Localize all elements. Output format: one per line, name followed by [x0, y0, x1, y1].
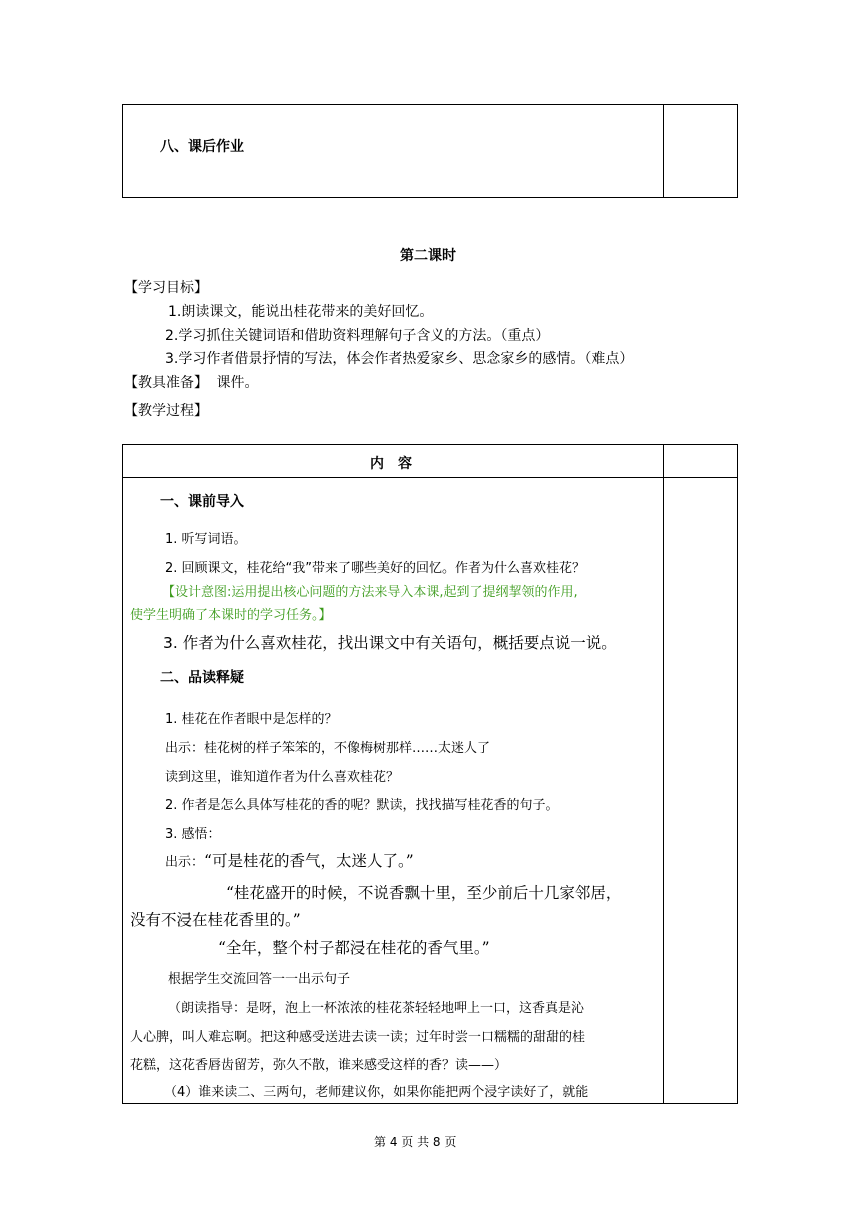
guide-line-4: （4）谁来读二、三两句，老师建议你，如果你能把两个浸字读好了，就能 [164, 1085, 589, 1100]
quote-1: “可是桂花的香气，太迷人了。” [204, 852, 414, 870]
intro-item-3: 3. 作者为什么喜欢桂花，找出课文中有关语句，概括要点说一说。 [163, 634, 617, 652]
prep-line [124, 372, 258, 392]
prep-label: 【教具准备】 [124, 375, 208, 391]
content-header: 内 容 [370, 456, 412, 472]
goal-1: 1.朗读课文，能说出桂花带来的美好回忆。 [168, 304, 434, 320]
design-note-line-1: 【设计意图:运用提出核心问题的方法来导入本课,起到了提纲挈领的作用, [162, 585, 578, 600]
content-table-divider [663, 444, 664, 1104]
section-intro-heading: 一、课前导入 [160, 494, 244, 510]
guide-line-2: 人心脾，叫人难忘啊。把这种感受送进去读一读；过年时尝一口糯糯的甜甜的桂 [130, 1030, 586, 1045]
page-footer: 第 4 页 共 8 页 [374, 1135, 457, 1149]
prep-value: 课件。 [216, 375, 259, 391]
goal-2: 2.学习抓住关键词语和借助资料理解句子含义的方法。（重点） [165, 328, 550, 344]
quote-2-line-2: 没有不浸在桂花香里的。” [130, 911, 301, 929]
answer-line: 根据学生交流回答一一出示句子 [168, 972, 351, 987]
reading-line-4: 2. 作者是怎么具体写桂花的香的呢？默读，找找描写桂花香的句子。 [165, 798, 559, 813]
lesson-title: 第二课时 [400, 248, 456, 264]
quote-1-line [165, 849, 414, 871]
quote-2-line-1: “桂花盛开的时候，不说香飘十里，至少前后十几家邻居， [226, 884, 622, 902]
goal-3: 3.学习作者借景抒情的写法，体会作者热爱家乡、思念家乡的感情。（难点） [165, 351, 634, 367]
intro-item-1: 1. 听写词语。 [165, 532, 247, 547]
homework-table-divider [663, 104, 664, 198]
intro-item-2: 2. 回顾课文，桂花给“我”带来了哪些美好的回忆。作者为什么喜欢桂花？ [165, 561, 586, 576]
section-reading-heading: 二、品读释疑 [160, 670, 244, 686]
process-label: 【教学过程】 [124, 403, 208, 419]
reading-line-2: 出示：桂花树的样子笨笨的，不像梅树那样……太迷人了 [165, 741, 491, 756]
guide-line-1: （朗读指导：是呀，泡上一杯浓浓的桂花茶轻轻地呷上一口，这香真是沁 [168, 1001, 585, 1016]
design-note-line-2: 使学生明确了本课时的学习任务。】 [130, 608, 332, 623]
reading-line-3: 读到这里，谁知道作者为什么喜欢桂花？ [165, 770, 400, 785]
quote-1-prefix: 出示： [165, 855, 205, 870]
reading-line-5: 3. 感悟： [165, 827, 221, 842]
quote-3: “全年，整个村子都浸在桂花的香气里。” [218, 939, 490, 957]
content-table-header-rule [122, 477, 738, 478]
reading-line-1: 1. 桂花在作者眼中是怎样的？ [165, 712, 338, 727]
guide-line-3: 花糕，这花香唇齿留芳，弥久不散，谁来感受这样的香？读——） [130, 1058, 508, 1073]
homework-heading: 八、课后作业 [160, 139, 244, 155]
goals-label: 【学习目标】 [124, 280, 208, 296]
